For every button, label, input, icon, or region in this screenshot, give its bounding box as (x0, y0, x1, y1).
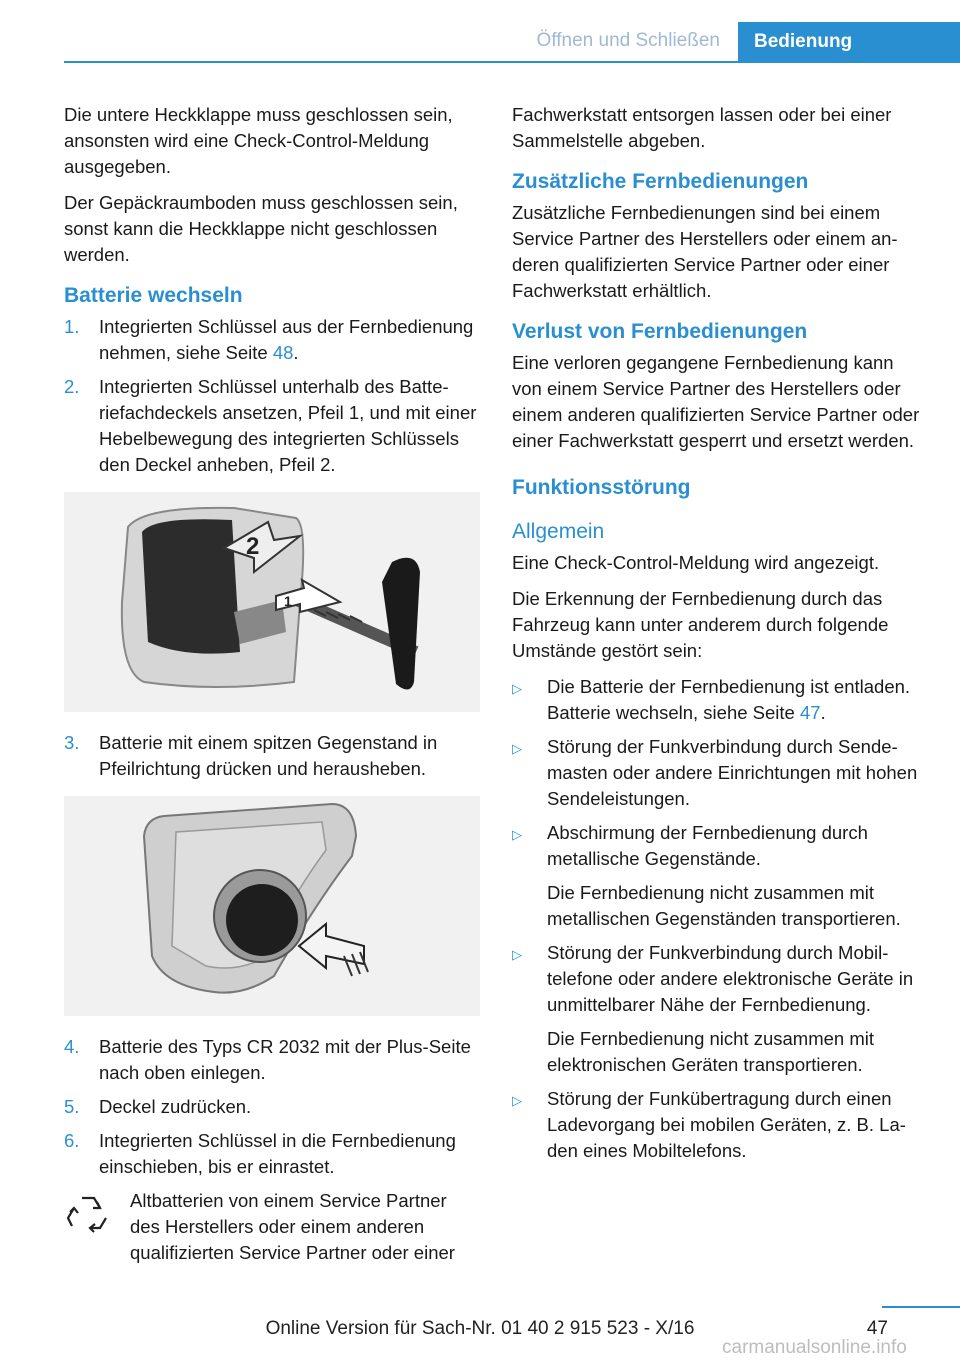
right-column (512, 102, 928, 1172)
step-text: Batterie des Typs CR 2032 mit der Plus-Seite nach oben einlegen. (99, 1036, 471, 1083)
bullet-item: ▷ Störung der Funkverbindung durch Sendemasten oder andere Einrichtungen mit hohen Sendeleistungen. (512, 734, 928, 812)
step-number: 6. (64, 1130, 80, 1151)
paragraph: Eine Check-Control-Meldung wird angezeigt. (512, 552, 880, 573)
bullet-subtext: Die Fernbedienung nicht zusammen mit metallischen Gegenständen transportieren. (547, 882, 901, 929)
step-2 (64, 374, 480, 478)
page-number: 47 (866, 1318, 888, 1339)
step-text: Integrierten Schlüssel aus der Fernbedienung nehmen, siehe Seite (99, 316, 474, 363)
bullet-item: ▷ Störung der Funkverbindung durch Mobiltelefone oder andere elektronische Geräte in unmittelbarer Nähe der Fernbedienung. (512, 940, 928, 1018)
paragraph: Zusätzliche Fernbedienungen sind bei einem Service Partner des Herstellers oder einem anderen qualifizierten Service Partner oder einer Fachwerkstatt erhältlich. (512, 202, 898, 301)
page-number-rule (882, 1306, 960, 1308)
bullet-marker: ▷ (512, 681, 522, 696)
note-text: Altbatterien von einem Service Partner des Herstellers oder einem anderen qualifizierten Service Partner oder einer (130, 1190, 455, 1263)
arrow-label-1: 1 (284, 593, 292, 609)
step-6 (64, 1128, 480, 1180)
step-number: 4. (64, 1036, 80, 1057)
bullet-marker: ▷ (512, 741, 522, 756)
step-number: 1. (64, 316, 80, 337)
left-column (64, 102, 480, 1266)
paragraph: Die Erkennung der Fernbedienung durch das Fahrzeug kann unter anderem durch folgende Umstände gestört sein: (512, 588, 889, 661)
bullet-item: ▷ Abschirmung der Fernbedienung durch metallische Gegenstände. (512, 820, 928, 872)
step-4 (64, 1034, 480, 1086)
heading-loss-of-remotes: Verlust von Fernbedienungen (512, 320, 808, 343)
step-text: Integrierten Schlüssel unterhalb des Batteriefachdeckels ansetzen, Pfeil 1, und mit einer Hebelbewegung des integrierten Schlüssels den Deckel anheben, Pfeil 2. (99, 376, 477, 475)
header-section-title: Öffnen und Schließen (536, 30, 720, 51)
bullet-item: ▷ Die Batterie der Fernbedienung ist entladen. Batterie wechseln, siehe Seite 47. (512, 674, 928, 726)
recycling-note (64, 1188, 480, 1266)
step-text: Deckel zudrücken. (99, 1096, 252, 1117)
figure-battery-removal (64, 796, 480, 1016)
bullet-item: ▷ Störung der Funkübertragung durch einen Ladevorgang bei mobilen Geräten, z. B. Laden eines Mobiltelefons. (512, 1086, 928, 1164)
paragraph: Der Gepäckraumboden muss geschlossen sein, sonst kann die Heckklappe nicht geschlossen werden. (64, 192, 458, 265)
heading-additional-remotes: Zusätzliche Fernbedienungen (512, 170, 809, 193)
step-3 (64, 730, 480, 782)
bullet-marker: ▷ (512, 947, 522, 962)
bullet-marker: ▷ (512, 827, 522, 842)
heading-malfunction: Funktionsstörung (512, 476, 691, 499)
heading-general: Allgemein (512, 520, 605, 543)
step-number: 2. (64, 376, 80, 397)
page-link[interactable]: 47 (799, 702, 821, 723)
footer-version: Online Version für Sach-Nr. 01 40 2 915 523 - X/16 (265, 1318, 695, 1339)
page-link[interactable]: 48 (272, 342, 294, 363)
figure-key-open-cover (64, 492, 480, 712)
paragraph: Die untere Heckklappe muss geschlossen sein, ansonsten wird eine Check-Control-Meldung ausgegeben. (64, 104, 453, 177)
bullet-marker: ▷ (512, 1093, 522, 1108)
heading-battery-change: Batterie wechseln (64, 284, 243, 307)
paragraph: Eine verloren gegangene Fernbedienung kann von einem Service Partner des Herstellers oder einem anderen qualifizierten Service Partner oder einer Fachwerkstatt gesperrt und ersetzt werden. (512, 352, 920, 451)
step-text: Integrierten Schlüssel in die Fernbedienung einschieben, bis er einrastet. (99, 1130, 456, 1177)
step-5 (64, 1094, 480, 1120)
bullet-subtext: Die Fernbedienung nicht zusammen mit elektronischen Geräten transportieren. (547, 1028, 874, 1075)
step-text: Batterie mit einem spitzen Gegenstand in Pfeilrichtung drücken und herausheben. (99, 732, 438, 779)
arrow-label-2: 2 (246, 533, 260, 560)
step-number: 5. (64, 1096, 80, 1117)
header-tab: Bedienung (738, 22, 960, 63)
paragraph: Fachwerkstatt entsorgen lassen oder bei einer Sammelstelle abgeben. (512, 104, 892, 151)
recycling-icon (64, 1188, 130, 1266)
step-1: 1. Integrierten Schlüssel aus der Fernbedienung nehmen, siehe Seite 48. (64, 314, 480, 366)
step-number: 3. (64, 732, 80, 753)
watermark: carmanualsonline.info (722, 1337, 907, 1358)
